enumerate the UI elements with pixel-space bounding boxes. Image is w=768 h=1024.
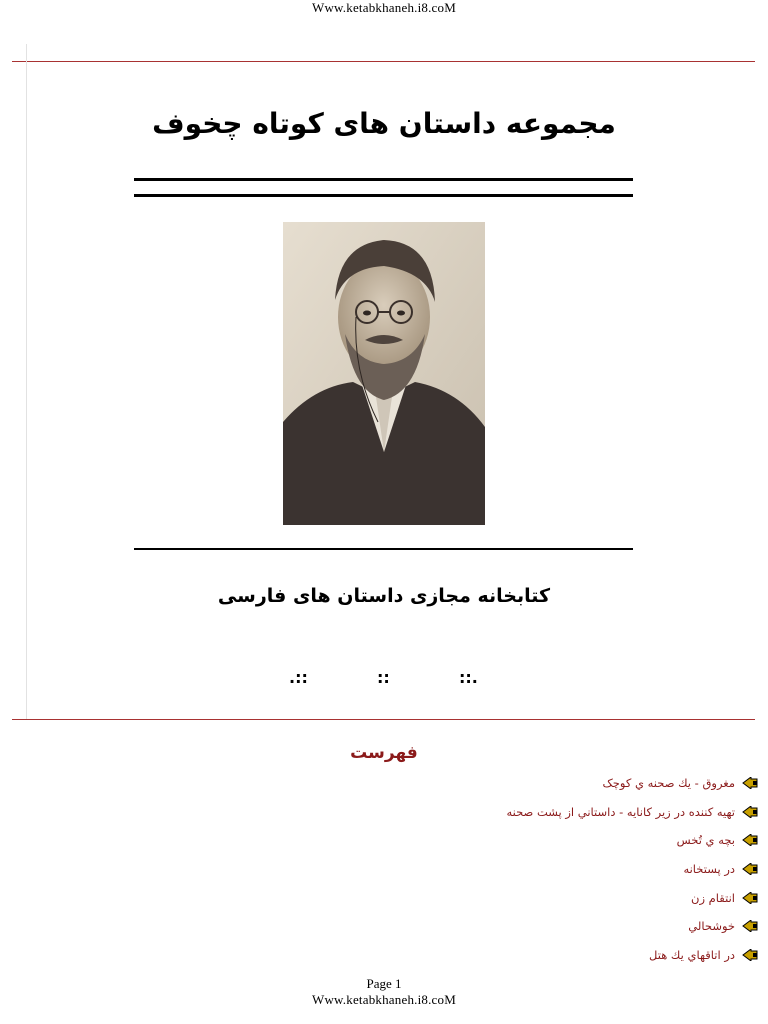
toc-item[interactable] bbox=[158, 798, 758, 827]
footer-site-url: Www.ketabkhaneh.i8.coM bbox=[312, 992, 456, 1007]
pointing-hand-icon bbox=[742, 892, 758, 904]
header-site-url: Www.ketabkhaneh.i8.coM bbox=[312, 0, 456, 15]
toc-item[interactable] bbox=[158, 769, 758, 798]
ornament-center: :: bbox=[377, 668, 390, 687]
toc-item-label: تهيه كننده در زير كانايه - داستاني از پشت صحنه bbox=[506, 804, 735, 819]
left-margin-rule bbox=[26, 44, 27, 720]
top-red-rule bbox=[12, 61, 755, 62]
toc-item-label: در اتاقهاي يك هتل bbox=[649, 947, 735, 962]
pointing-hand-icon bbox=[742, 949, 758, 961]
page-number: Page 1 bbox=[366, 976, 402, 991]
toc-item[interactable] bbox=[158, 826, 758, 855]
pointing-hand-icon bbox=[742, 920, 758, 932]
pointing-hand-icon bbox=[742, 834, 758, 846]
ornament-right: ::. bbox=[459, 668, 478, 687]
pointing-hand-icon bbox=[742, 863, 758, 875]
bottom-red-rule bbox=[12, 719, 755, 720]
toc-item[interactable] bbox=[158, 912, 758, 941]
toc-item[interactable] bbox=[158, 855, 758, 884]
toc-item-label: در پستخانه bbox=[683, 862, 735, 877]
toc-item-label: بچه ي تُخس bbox=[676, 833, 735, 848]
document-title: مجموعه داستان های کوتاه چخوف bbox=[152, 107, 616, 140]
portrait-photo bbox=[283, 222, 485, 525]
toc-item-label: خوشحالي bbox=[688, 919, 735, 934]
pointing-hand-icon bbox=[742, 806, 758, 818]
toc-heading: فهرست bbox=[350, 743, 418, 763]
portrait-rule bbox=[134, 548, 633, 550]
toc-item[interactable] bbox=[158, 883, 758, 912]
title-rule-lower bbox=[134, 194, 633, 197]
document-subtitle: کتابخانه مجازی داستان های فارسی bbox=[217, 585, 551, 607]
title-rule-upper bbox=[134, 178, 633, 181]
toc-list bbox=[158, 769, 758, 969]
pointing-hand-icon bbox=[742, 777, 758, 789]
toc-item[interactable] bbox=[158, 941, 758, 970]
toc-item-label: انتقام زن bbox=[691, 890, 735, 905]
ornament-left: .:: bbox=[289, 668, 308, 687]
toc-item-label: مغروق - يك صحنه ي كوچک bbox=[602, 776, 735, 791]
